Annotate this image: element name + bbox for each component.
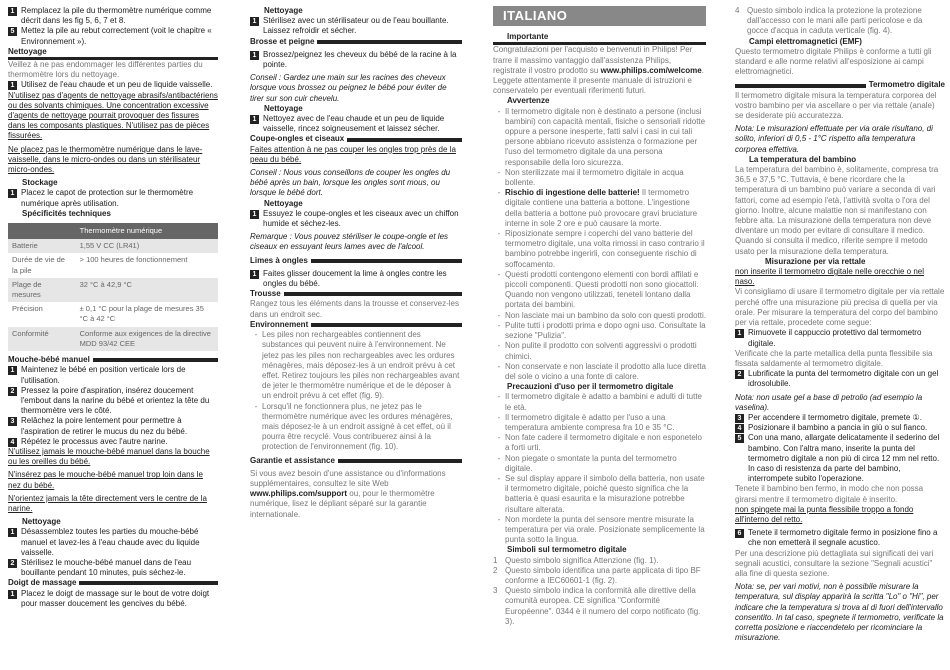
mouche-caution-2: N'insérez pas le mouche-bébé manuel trop loin dans le nez du bébé. [8, 470, 203, 490]
nett2-step-2: 2 Stérilisez le mouche-bébé manuel dans de l'eau bouillante pendant 10 minutes, puis séchez-le. [8, 558, 218, 578]
tenete-text: Tenete il bambino ben fermo, in modo che non possa girarsi mentre il termometro digitale è inserito. [735, 484, 924, 504]
section-heading-temperatura: La temperatura del bambino [749, 154, 857, 164]
battery-step-5: 5 Mettez la pile au rebut correctement (voit le chapitre « Environnement »). [8, 26, 218, 46]
list-item: - Non conservate e non lasciate il prodotto alla luce diretta del sole o vicino a una fonte di calore. [497, 361, 707, 381]
table-row: Plage de mesures 32 °C à 42,9 °C [8, 278, 218, 302]
language-banner: ITALIANO [493, 6, 706, 26]
trousse-text: Rangez tous les éléments dans la trousse et conservez-les dans un endroit sec. [250, 299, 459, 319]
table-row: Durée de vie de la pile > 100 heures de fonctionnement [12, 255, 188, 275]
section-heading-stockage: Stockage [22, 178, 58, 188]
list-item: 4 Questo simbolo indica la protezione la protezione dall'accesso con le mani alle parti pericolose e da gocce d'acqua in caduta verticale (fig. 4). [735, 6, 923, 36]
rettale-step-5: 5 Con una mano, allargate delicatamente il sederino del bambino. Con l'altra mano, inserite la punta del termometro digitale a non più di circa 12 mm nel retto. In caso di resistenza da parte del bambino, interrompete subito l'operazione. [735, 433, 945, 484]
mouche-step-4: 4 Répétez le processus avec l'autre narine. [8, 437, 218, 447]
list-item: - Non fate cadere il termometro digitale e non esponetelo a forti urti. [497, 433, 703, 453]
section-heading-precauzioni: Precauzioni d'uso per il termometro digitale [507, 382, 674, 392]
list-item: - Se sul display appare il simbolo della batteria, non usate il termometro digitale, poiché questo significa che la batteria è quasi esaurita e la misurazione potrebbe risultare alterata. [497, 473, 705, 514]
list-item: - Lorsqu'il ne fonctionnera plus, ne jetez pas le thermomètre numérique avec les ordures ménagères, mais déposez-le à un endroit assigné à cet effet, où il pourra être recyclé. Vous contribuerez ainsi à la protection de l'environnement (fig. 10). [254, 401, 453, 452]
section-heading-environnement: Environnement [250, 320, 462, 330]
nett2-step-1: 1 Désassemblez toutes les parties du mouche-bébé manuel et lavez-les à l'eau chaude avec du liquide vaisselle. [8, 527, 218, 558]
nettoyage-caution-2: Ne placez pas le thermomètre numérique dans le lave-vaisselle, dans le micro-ondes ou dans un stérilisateur micro-ondes. [8, 144, 203, 175]
brosse-conseil: Conseil : Gardez une main sur les racines des cheveux lorsque vous brossez ou peignez le bébé pour éviter de tirer sur son cuir chevelu. [250, 73, 447, 103]
list-item: - Il termometro digitale è adatto per l'uso a una temperatura ambiente compresa fra 10 e 35 °C. [497, 412, 675, 432]
section-heading-nettoyage-4: Nettoyage [264, 103, 303, 113]
list-item: - Non pulite il prodotto con solventi aggressivi o prodotti chimici. [497, 341, 697, 361]
list-item: - Non mordete la punta del sensore mentre misurate la temperatura per via orale. Posizionate semplicemente la punta sotto la lingua. [497, 514, 705, 545]
mouche-caution-3: N'orientez jamais la tête directement vers le centre de la narine. [8, 493, 207, 513]
list-item: 1 Questo simbolo significa Attenzione (fig. 1). [493, 555, 659, 565]
rettale-step-6-note: Per una descrizione più dettagliata sui significati dei vari segnali acustici, consultare la sezione "Segnali acustici" alla fine di questa sezione. [735, 548, 934, 578]
nota-3: Nota: se, per vari motivi, non è possibile misurare la temperatura, sul display apparirà la scritta "Lo" o "Hi", per indicare che la temperatura si trova al di fuori dell'intervallo consentito. In tal caso, spegnete il termometro, verificate la corretta posizione e riaccendetelo per ricominciare la misurazione. [735, 582, 944, 643]
section-heading-trousse: Trousse [250, 289, 462, 299]
list-item: - Rischio di ingestione delle batterie! Il termometro digitale contiene una batteria a bottone. L'ingestione della batteria a bottone può provocare gravi bruciature interne in sole 2 ore e può causare la morte. [497, 188, 698, 228]
stockage-step-1: 1 Placez le capot de protection sur le thermomètre numérique après utilisation. [8, 188, 218, 208]
section-heading-nettoyage: Nettoyage [8, 47, 218, 60]
section-heading-emf: Campi elettromagnetici (EMF) [749, 36, 862, 46]
list-item: 2 Questo simbolo identifica una parte applicata di tipo BF conforme a IEC60601-1 (fig. 2). [493, 565, 701, 585]
mouche-step-2: 2 Pressez la poire d'aspiration, insérez doucement l'embout dans la narine du bébé et orientez la tête du thermomètre vers le côté. [8, 386, 218, 417]
section-heading-nettoyage-3: Nettoyage [264, 6, 303, 15]
section-heading-doigt: Doigt de massage [8, 578, 218, 588]
section-heading-importante: Importante [493, 32, 706, 45]
coupe-caution: Faites attention à ne pas couper les ongles trop près de la peau du bébé. [250, 144, 456, 164]
rettale-text: Vi consigliamo di usare il termometro digitale per via rettale perché offre una misurazione più precisa di quella per via orale. Per misurare la temperatura del corpo del bambino per via rettale, procedete come segue: [735, 287, 945, 328]
coupe-conseil: Conseil : Nous vous conseillons de couper les ongles du bébé après un bain, lorsque les ongles sont mous, ou lorsque le bébé dort. [250, 168, 451, 198]
mouche-caution-1: N'utilisez jamais le mouche-bébé manuel dans la bouche ou les oreilles du bébé. [8, 446, 210, 467]
nettoyage-warning: Veillez à ne pas endommager les différentes parties du thermomètre lors du nettoyage. [8, 60, 203, 80]
section-heading-simboli: Simboli sul termometro digitale [507, 545, 627, 555]
list-item: - Il termometro digitale non è destinato a persone (inclusi bambini) con capacità mentali, fisiche o sensoriali ridotte oppure a persone inesperte, fatti salvi i casi in cui tali persone abbiano ricevuto assistenza o formazione per l'uso del termometro digitale da una persona responsabile della loro sicurezza. [497, 106, 706, 167]
column-4 [735, 6, 945, 643]
section-heading-coupe: Coupe-ongles et ciseaux [250, 134, 462, 144]
nettoyage-step-1: 1 Utilisez de l'eau chaude et un peu de liquide vaisselle. [8, 80, 218, 90]
section-heading-limes: Limes à ongles [250, 256, 462, 266]
garantie-text: Si vous avez besoin d'une assistance ou d'informations supplémentaires, consultez le site Web www.philips.com/support ou, pour le thermomètre numérique, lisez le dépliant séparé sur la garantie internationale. [250, 468, 446, 519]
doigt-step-1: 1 Placez le doigt de massage sur le bout de votre doigt pour masser doucement les gencives du bébé. [8, 589, 218, 609]
list-item: - Il termometro digitale è adatto a bambini e adulti di tutte le età. [497, 392, 702, 412]
section-heading-rettale: Misurazione per via rettale [765, 256, 866, 266]
rettale-step-6: 6 Tenete il termometro digitale fermo in posizione fino a che non emetterà il segnale acustico. [735, 528, 945, 548]
list-item: 3 Questo simbolo indica la conformità alle direttive della comunità europea. CE significa "Conformité Européenne". 0344 è il numero del corpo notificato (fig. 3). [493, 586, 701, 626]
rettale-step-1: 1 Rimuovete il cappuccio protettivo dal termometro digitale. [735, 328, 945, 348]
temperatura-text: La temperatura del bambino è, solitamente, compresa tra 36,5 e 37,5 °C. Tuttavia, è bene ricordare che la temperatura di un bambino può variare a seconda di vari fattori, come ad esempio l'età, l'attività svolta o l'ora del giorno. Inoltre, alcune malattie non si manifestano con febbre alta. La misurazione della temperatura non deve diventare un modo per evitare di consultare il medico. Quando si consulta il medico, riferite sempre il metodo usato per la misurazione della temperatura. [735, 165, 939, 256]
brosse-step-1: 1 Brossez/peignez les cheveux du bébé de la racine à la pointe. [250, 50, 462, 70]
section-heading-nettoyage-2: Nettoyage [22, 517, 61, 527]
table-row: Précision ± 0,1 °C pour la plage de mesures 35 °C à 42 °C [12, 304, 204, 324]
column-2 [250, 6, 462, 520]
section-heading-specs: Spécificités techniques [22, 208, 111, 218]
list-item: - Questi prodotti contengono elementi con bordi affilati e piccoli componenti. Questi prodotti non sono giocattoli. Quando non vengono utilizzati, teneteli lontano dalla portata dei bambini. [497, 269, 699, 310]
spec-header: Thermomètre numérique [76, 223, 218, 239]
emf-text: Questo termometro digitale Philips è conforme a tutti gli standard e alle norme relativi all'esposizione ai campi elettromagnetici. [735, 46, 932, 77]
section-heading-nettoyage-5: Nettoyage [264, 198, 303, 208]
nett4-step-1: 1 Essuyez le coupe-ongles et les ciseaux avec un chiffon humide et séchez-les. [250, 209, 462, 229]
list-item: - Pulite tutti i prodotti prima e dopo ogni uso. Consultate la sezione "Pulizia". [497, 320, 706, 341]
importante-text: Congratulazioni per l'acquisto e benvenuti in Philips! Per trarre il massimo vantaggio dall'assistenza Philips, registrate il vostro prodotto su www.philips.com/welcome. Leggete attentamente il presente manuale di istruzioni e conservatelo per eventuali riferimenti futuri. [493, 45, 704, 96]
list-item: - Non sterilizzate mai il termometro digitale in acqua bollente. [497, 167, 684, 188]
list-item: - Non lasciate mai un bambino da solo con questi prodotti. [497, 310, 707, 320]
support-link[interactable]: www.philips.com/support [250, 489, 348, 499]
list-item: - Non piegate o smontate la punta del termometro digitale. [497, 453, 677, 473]
nettoyage-caution: N'utilisez pas d'agents de nettoyage abrasifs/antibactériens ou des solvants chimiques. Une concentration excessive d'agents de nettoyage pourrait provoquer des fissures dans les composants plastiques. N'utilisez pas de pièces fissurées. [8, 90, 218, 141]
column-1 [8, 6, 218, 609]
list-item: - Riposizionate sempre i coperchi del vano batterie del termometro digitale, una volta rimossi in caso contrario il bambino potrebbe ingerirli, con conseguente rischio di soffocamento. [497, 229, 705, 269]
section-heading-mouche: Mouche-bébé manuel [8, 355, 218, 365]
tenete-caution: non spingete mai la punta flessibile troppo a fondo all'interno del retto. [735, 504, 914, 524]
limes-step-1: 1 Faites glisser doucement la lime à ongles contre les ongles du bébé. [250, 269, 462, 289]
nett-step-1: 1 Stérilisez avec un stérilisateur ou de l'eau bouillante. Laissez refroidir et sécher. [250, 16, 462, 36]
section-heading-brosse: Brosse et peigne [250, 37, 462, 47]
rettale-step-2: 2 Lubrificate la punta del termometro digitale con un gel idrosolubile. [735, 369, 945, 389]
table-row: Conformité Conforme aux exigences de la directive MDD 93/42 CEE [8, 327, 218, 351]
rettale-step-4: 4 Posizionare il bambino a pancia in giù o sul fianco. [735, 423, 945, 433]
nota-2: Nota: non usate gel a base di petrolio (ad esempio la vaselina). [735, 392, 923, 412]
list-item: - Les piles non rechargeables contiennent des substances qui peuvent nuire à l'environnement. Ne jetez pas les piles non rechargeables avec les ordures ménagères, mais déposez-les à un endroit prévu à cet effet. Retirez toujours les piles non rechargeables avant de jeter le thermomètre numérique et de le déposer à un endroit prévu à cet effet (fig. 9). [254, 330, 460, 401]
column-3 [493, 6, 706, 627]
nett3-step-1: 1 Nettoyez avec de l'eau chaude et un peu de liquide vaisselle, rincez soigneusement et laissez sécher. [250, 114, 462, 134]
mouche-step-1: 1 Maintenez le bébé en position verticale lors de l'utilisation. [8, 365, 218, 385]
section-heading-avvertenze: Avvertenze [507, 96, 550, 106]
rettale-step-3: 3 Per accendere il termometro digitale, premete ①. [735, 413, 945, 423]
section-heading-garantie: Garantie et assistance [250, 456, 462, 466]
spec-table [8, 223, 218, 351]
battery-step-1: 1 Remplacez la pile du thermomètre numérique comme décrit dans les fig 5, 6, 7 et 8. [8, 6, 218, 26]
welcome-link[interactable]: www.philips.com/welcome [600, 65, 702, 75]
termometro-text: Il termometro digitale misura la temperatura corporea del vostro bambino per via ascellare o per via rettale (anale) se desiderate più accuratezza. [735, 90, 937, 121]
nota-1: Nota: Le misurazioni effettuate per via orale risultano, di solito, inferiori di 0,5 - 1°C rispetto alla temperatura corporea effettiva. [735, 124, 933, 154]
rettale-step-1-note: Verificate che la parte metallica della punta flessibile sia fissata saldamente al termometro digitale. [735, 348, 933, 368]
mouche-step-3: 3 Relâchez la poire lentement pour permettre à l'aspiration de retirer le mucus du nez du bébé. [8, 416, 218, 436]
section-heading-termometro: Termometro digitale [735, 80, 945, 90]
coupe-remarque: Remarque : Vous pouvez stériliser le coupe-ongle et les ciseaux en essuyant leurs lames avec de l'alcool. [250, 232, 449, 252]
table-row: Batterie 1,55 V CC (LR41) [8, 239, 218, 253]
rettale-caution: non inserite il termometro digitale nelle orecchie o nel naso. [735, 267, 924, 287]
